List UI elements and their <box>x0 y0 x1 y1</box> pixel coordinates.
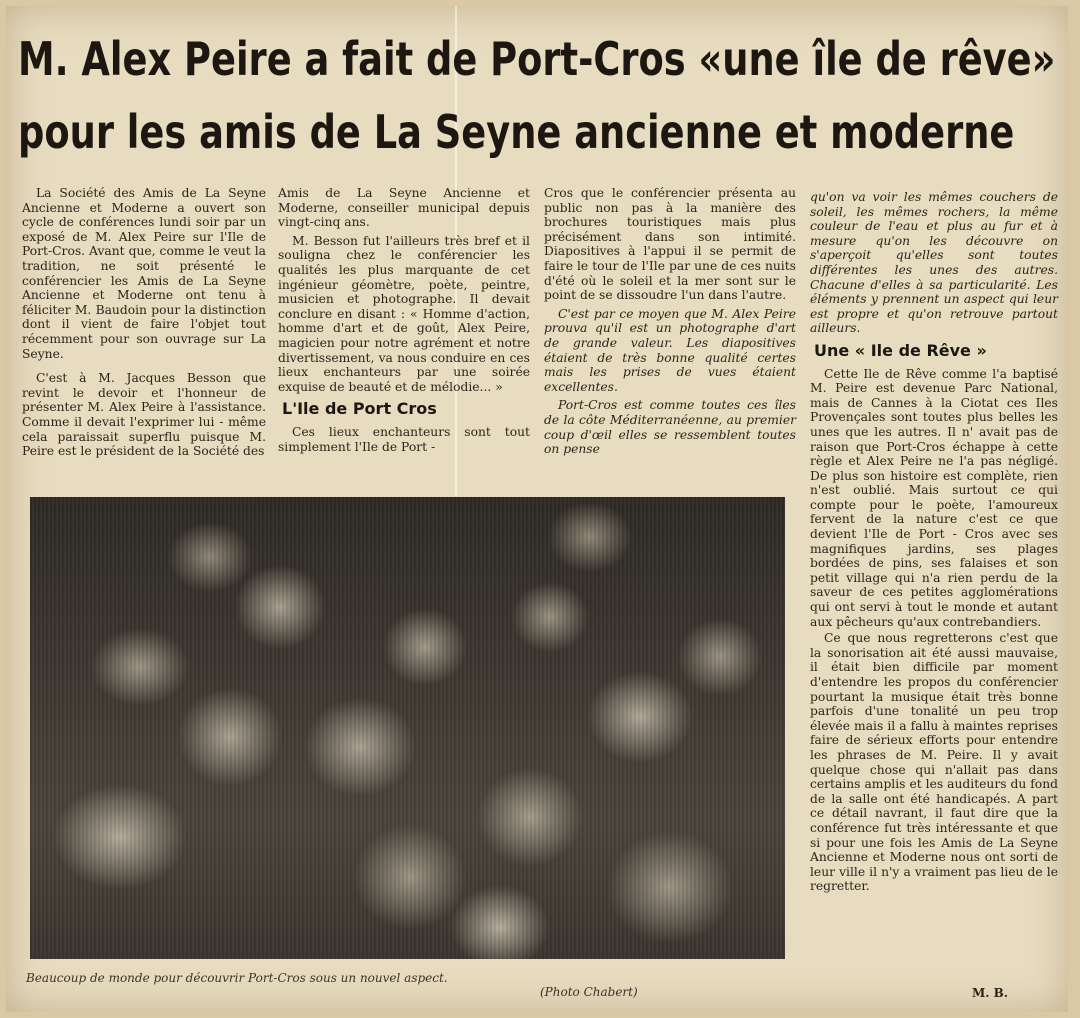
paragraph: qu'on va voir les mêmes couchers de soleil, les mêmes rochers, la même couleur de l'eau et plus au fur et à mesure qu'on les découvre on s'aperçoit qu'elles sont toutes différentes les unes des autres. Chacune d'elles à sa particularité. Les éléments y prennent un aspect qui leur est propre et qu'on retrouve partout ailleurs. <box>810 190 1058 336</box>
subheading: L'Ile de Port Cros <box>282 399 437 419</box>
photo-caption: Beaucoup de monde pour découvrir Port-Cros sous un nouvel aspect. <box>26 971 448 985</box>
paragraph: C'est à M. Jacques Besson que revint le devoir et l'honneur de présenter M. Alex Peire à l'assistance. Comme il devait l'exprimer lui - même cela paraissait superflu puisque M. Peire est le président de la Société des <box>22 371 266 459</box>
photo-grain <box>30 497 785 959</box>
paragraph: C'est par ce moyen que M. Alex Peire prouva qu'il est un photographe d'art de grande valeur. Les diapositives étaient de très bonne qualité certes mais les prises de vues étaient excellentes. <box>544 306 796 394</box>
paragraph: Ces lieux enchanteurs sont tout simplement l'Ile de Port - <box>278 424 530 454</box>
paragraph: Cette Ile de Rêve comme l'a baptisé M. Peire est devenue Parc National, mais de Cannes à la Ciotat ces Iles Provençales sont toutes plus belles les unes que les autres. Il n' avait pas de raison que Port-Cros échappe à cette règle et Alex Peire ne l'a pas négligé. De plus son histoire est complète, rien n'est oublié. Mais surtout ce qui compte pour le poète, l'amoureux fervent de la nature c'est ce que devient l'Ile de Port - Cros avec ses magnifiques jardins, ses plages bordées de pins, ses falaises et son petit village qui n'a rien perdu de la saveur de ces petites agglomérations qui ont servi à tout le monde et autant aux pêcheurs qu'aux contrebandiers. <box>810 366 1058 629</box>
paragraph: Ce que nous regretterons c'est que la sonorisation ait été aussi mauvaise, il était bien difficile par moment d'entendre les propos du conférencier pourtant la musique était très bonne parfois d'une tonalité un peu trop élevée mais il a fallu à maintes reprises faire de sérieux efforts pour entendre les phrases de M. Peire. Il y avait quelque chose qui n'allait pas dans certains amplis et les auditeurs du fond de la salle ont été handicapés. A part ce détail navrant, il faut dire que la conférence fut très intéressante et que si pour une fois les Amis de La Seyne Ancienne et Moderne nous ont sorti de leur ville il n'y a vraiment pas lieu de le regretter. <box>810 631 1058 894</box>
subheading: Une « Ile de Rêve » <box>814 340 987 360</box>
paragraph: Cros que le conférencier présenta au public non pas à la manière des brochures touristiques mais plus précisément dans son intimité. Diapositives à l'appui il se permit de faire le tour de l'Ile par une de ces nuits d'été où le soleil et la mer sont sur le point de se dissoudre l'un dans l'autre. <box>544 186 796 303</box>
paragraph: Amis de La Seyne Ancienne et Moderne, conseiller municipal depuis vingt-cinq ans. <box>278 186 530 230</box>
author-signature: M. B. <box>972 986 1008 1000</box>
paragraph: La Société des Amis de La Seyne Ancienne et Moderne a ouvert son cycle de conférences lundi soir par un exposé de M. Alex Peire sur l'Ile de Port-Cros. Avant que, comme le veut la tradition, ne soit présenté le conférencier les Amis de La Seyne Ancienne et Moderne ont tenu à féliciter M. Baudoin pour la distinction dont il vient de faire l'objet tout récemment pour son ouvrage sur La Seyne. <box>22 186 266 361</box>
article-column-4 <box>810 190 1058 894</box>
headline-line-1: M. Alex Peire a fait de Port-Cros «une île de rêve» <box>18 32 1056 86</box>
headline-line-2: pour les amis de La Seyne ancienne et moderne <box>18 105 1015 159</box>
article-column-2 <box>278 186 530 454</box>
paragraph: M. Besson fut l'ailleurs très bref et il souligna chez le conférencier les qualités les plus marquante de cet ingénieur géomètre, poète, peintre, musicien et photographe. Il devait conclure en disant : « Homme d'action, homme d'art et de goût, Alex Peire, magicien pour notre agrément et notre divertissement, va nous conduire en ces lieux enchanteurs par une soirée exquise de beauté et de mélodie... » <box>278 233 530 394</box>
article-column-3 <box>544 186 796 457</box>
photo-credit: (Photo Chabert) <box>540 985 638 999</box>
paragraph: Port-Cros est comme toutes ces îles de la côte Méditerranéenne, au premier coup d'œil elles se ressemblent toutes on pense <box>544 398 796 457</box>
article-column-1 <box>22 186 266 459</box>
audience-photo <box>30 497 785 959</box>
